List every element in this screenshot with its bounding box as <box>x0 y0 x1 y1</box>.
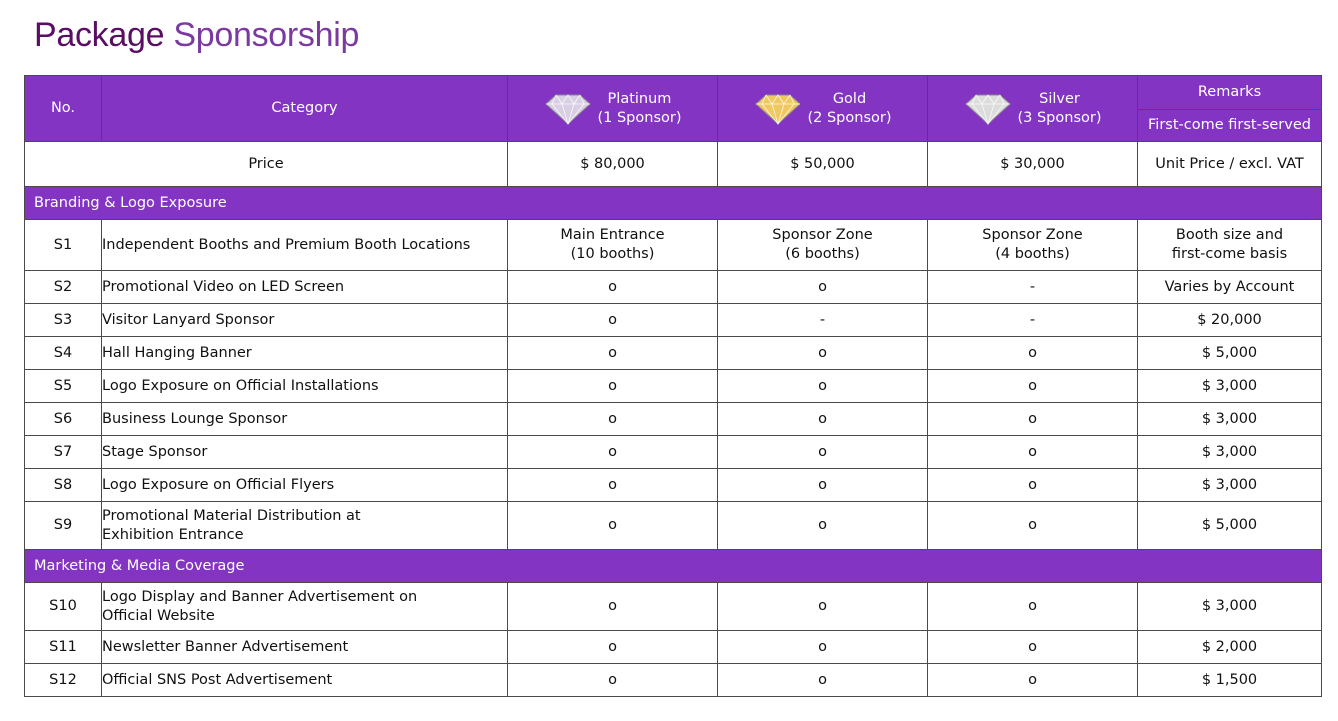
row-category <box>102 220 508 271</box>
tier-name: Gold <box>832 90 867 107</box>
silver-text: (4 booths) <box>995 246 1070 262</box>
row-remark <box>1138 436 1322 469</box>
row-gold-value <box>718 502 928 550</box>
remark-text: $ 3,000 <box>1201 443 1258 460</box>
remark-text: $ 3,000 <box>1201 598 1258 614</box>
silver-text: o <box>1028 598 1037 614</box>
table-row <box>25 403 1322 436</box>
category-text: Logo Display and Banner Advertisement on <box>102 588 418 605</box>
row-silver-value <box>928 271 1138 304</box>
tier-label <box>928 90 1137 128</box>
row-silver-value <box>928 502 1138 550</box>
row-number: S2 <box>25 271 102 304</box>
silver-text: o <box>1028 638 1037 655</box>
category-text: Business Lounge Sponsor <box>102 410 288 427</box>
section-header-row <box>25 550 1322 583</box>
silver-text: o <box>1028 443 1037 460</box>
header-row <box>25 76 1322 110</box>
platinum-text: o <box>608 311 617 328</box>
platinum-text: o <box>608 638 617 655</box>
tier-sponsor-count: (3 Sponsor) <box>1017 109 1102 126</box>
gold-text: o <box>818 517 827 533</box>
gold-text: o <box>818 671 827 688</box>
category-text: Promotional Material Distribution at <box>102 507 361 524</box>
table-row <box>25 304 1322 337</box>
platinum-text: o <box>608 671 617 688</box>
row-remark <box>1138 271 1322 304</box>
row-number: S6 <box>25 403 102 436</box>
row-remark <box>1138 583 1322 631</box>
category-text: Logo Exposure on Official Installations <box>102 377 379 394</box>
section-title: Marketing & Media Coverage <box>25 550 1322 583</box>
gold-diamond-icon <box>753 92 803 126</box>
gold-text: o <box>818 377 827 394</box>
row-platinum-value <box>508 337 718 370</box>
gold-text: (6 booths) <box>785 246 860 262</box>
price-value: $ 50,000 <box>718 142 928 187</box>
category-text: Exhibition Entrance <box>102 526 244 543</box>
row-platinum-value <box>508 502 718 550</box>
platinum-text: o <box>608 377 617 394</box>
row-silver-value <box>928 220 1138 271</box>
row-category <box>102 436 508 469</box>
header-remarks-sub: First-come first-served <box>1138 110 1322 142</box>
sponsorship-table <box>24 75 1322 697</box>
row-remark <box>1138 631 1322 664</box>
row-category <box>102 304 508 337</box>
row-number: S12 <box>25 664 102 697</box>
row-platinum-value <box>508 271 718 304</box>
row-number: S7 <box>25 436 102 469</box>
row-gold-value <box>718 583 928 631</box>
row-silver-value <box>928 631 1138 664</box>
row-number: S10 <box>25 583 102 631</box>
row-silver-value <box>928 436 1138 469</box>
row-category <box>102 370 508 403</box>
row-number: S8 <box>25 469 102 502</box>
silver-text: o <box>1028 671 1037 688</box>
tier-text <box>1017 90 1101 128</box>
header-tier-platinum <box>508 76 718 142</box>
row-silver-value <box>928 304 1138 337</box>
remark-text: $ 5,000 <box>1201 344 1258 361</box>
silver-diamond-icon <box>963 92 1013 126</box>
section-header-row <box>25 187 1322 220</box>
section-title: Branding & Logo Exposure <box>25 187 1322 220</box>
gold-text: o <box>818 443 827 460</box>
row-gold-value <box>718 436 928 469</box>
category-text: Hall Hanging Banner <box>102 344 252 361</box>
remark-text: $ 3,000 <box>1201 476 1258 493</box>
silver-text: o <box>1028 517 1037 533</box>
row-platinum-value <box>508 583 718 631</box>
category-text: Logo Exposure on Official Flyers <box>102 476 335 493</box>
row-platinum-value <box>508 370 718 403</box>
tier-text <box>807 90 891 128</box>
row-gold-value <box>718 370 928 403</box>
page-title-part2: Sponsorship <box>173 16 360 54</box>
row-remark <box>1138 337 1322 370</box>
row-gold-value <box>718 469 928 502</box>
silver-text: - <box>1029 311 1036 328</box>
price-remark: Unit Price / excl. VAT <box>1138 142 1322 187</box>
gold-text: o <box>818 344 827 361</box>
gold-text: o <box>818 476 827 493</box>
gold-text: o <box>818 278 827 295</box>
header-remarks: Remarks <box>1138 76 1322 110</box>
table-row <box>25 370 1322 403</box>
table-row <box>25 220 1322 271</box>
row-gold-value <box>718 220 928 271</box>
row-gold-value <box>718 304 928 337</box>
row-category <box>102 664 508 697</box>
category-text: Promotional Video on LED Screen <box>102 278 345 295</box>
row-remark <box>1138 469 1322 502</box>
tier-name: Silver <box>1039 90 1080 107</box>
silver-text: o <box>1028 476 1037 493</box>
row-category <box>102 271 508 304</box>
tier-label <box>508 90 717 128</box>
row-category <box>102 403 508 436</box>
row-silver-value <box>928 583 1138 631</box>
category-text: Official Website <box>102 607 215 624</box>
row-number: S11 <box>25 631 102 664</box>
platinum-text: o <box>608 476 617 493</box>
platinum-diamond-icon <box>543 92 593 126</box>
remark-text: $ 2,000 <box>1201 638 1258 655</box>
row-number: S3 <box>25 304 102 337</box>
tier-name: Platinum <box>607 90 672 107</box>
platinum-text: o <box>608 517 617 533</box>
remark-text: first-come basis <box>1171 246 1288 262</box>
category-text: Newsletter Banner Advertisement <box>102 638 349 655</box>
platinum-text: Main Entrance <box>560 227 665 243</box>
table-row <box>25 664 1322 697</box>
header-no: No. <box>25 76 102 142</box>
table-row <box>25 583 1322 631</box>
row-gold-value <box>718 664 928 697</box>
remark-text: $ 5,000 <box>1201 517 1258 533</box>
platinum-text: o <box>608 278 617 295</box>
remark-text: $ 20,000 <box>1197 311 1262 328</box>
category-text: Stage Sponsor <box>102 443 208 460</box>
table-row <box>25 271 1322 304</box>
tier-text <box>597 90 681 128</box>
row-remark <box>1138 304 1322 337</box>
row-category <box>102 631 508 664</box>
page-title <box>34 14 359 56</box>
table-row <box>25 337 1322 370</box>
row-number: S5 <box>25 370 102 403</box>
price-value: $ 30,000 <box>928 142 1138 187</box>
category-text: Official SNS Post Advertisement <box>102 671 333 688</box>
row-category <box>102 337 508 370</box>
row-number: S9 <box>25 502 102 550</box>
remark-text: $ 3,000 <box>1201 377 1258 394</box>
header-tier-silver <box>928 76 1138 142</box>
silver-text: - <box>1029 278 1036 295</box>
row-remark <box>1138 664 1322 697</box>
row-remark <box>1138 403 1322 436</box>
row-remark <box>1138 502 1322 550</box>
table-row <box>25 469 1322 502</box>
platinum-text: o <box>608 443 617 460</box>
row-category <box>102 583 508 631</box>
tier-sponsor-count: (1 Sponsor) <box>597 109 682 126</box>
row-platinum-value <box>508 403 718 436</box>
row-silver-value <box>928 370 1138 403</box>
remark-text: Booth size and <box>1175 227 1284 243</box>
row-gold-value <box>718 631 928 664</box>
row-gold-value <box>718 337 928 370</box>
platinum-text: (10 booths) <box>570 246 655 262</box>
row-gold-value <box>718 271 928 304</box>
row-category <box>102 469 508 502</box>
header-category: Category <box>102 76 508 142</box>
row-platinum-value <box>508 220 718 271</box>
remark-text: $ 3,000 <box>1201 410 1258 427</box>
row-silver-value <box>928 469 1138 502</box>
row-number: S1 <box>25 220 102 271</box>
platinum-text: o <box>608 410 617 427</box>
row-silver-value <box>928 664 1138 697</box>
silver-text: o <box>1028 377 1037 394</box>
category-text: Visitor Lanyard Sponsor <box>102 311 275 328</box>
gold-text: o <box>818 410 827 427</box>
gold-text: o <box>818 598 827 614</box>
row-platinum-value <box>508 304 718 337</box>
platinum-text: o <box>608 344 617 361</box>
row-gold-value <box>718 403 928 436</box>
platinum-text: o <box>608 598 617 614</box>
silver-text: o <box>1028 344 1037 361</box>
row-platinum-value <box>508 469 718 502</box>
table-row <box>25 631 1322 664</box>
silver-text: o <box>1028 410 1037 427</box>
price-label: Price <box>25 142 508 187</box>
price-value: $ 80,000 <box>508 142 718 187</box>
header-tier-gold <box>718 76 928 142</box>
row-number: S4 <box>25 337 102 370</box>
tier-label <box>718 90 927 128</box>
silver-text: Sponsor Zone <box>982 227 1083 243</box>
gold-text: o <box>818 638 827 655</box>
table-row <box>25 436 1322 469</box>
remark-text: $ 1,500 <box>1201 671 1258 688</box>
row-remark <box>1138 370 1322 403</box>
row-platinum-value <box>508 436 718 469</box>
price-row <box>25 142 1322 187</box>
row-platinum-value <box>508 664 718 697</box>
gold-text: Sponsor Zone <box>772 227 873 243</box>
gold-text: - <box>819 311 826 328</box>
page-title-part1: Package <box>34 16 165 54</box>
row-remark <box>1138 220 1322 271</box>
remark-text: Varies by Account <box>1164 278 1295 295</box>
tier-sponsor-count: (2 Sponsor) <box>807 109 892 126</box>
row-platinum-value <box>508 631 718 664</box>
table-row <box>25 502 1322 550</box>
row-category <box>102 502 508 550</box>
row-silver-value <box>928 403 1138 436</box>
category-text: Independent Booths and Premium Booth Locations <box>102 236 471 253</box>
row-silver-value <box>928 337 1138 370</box>
